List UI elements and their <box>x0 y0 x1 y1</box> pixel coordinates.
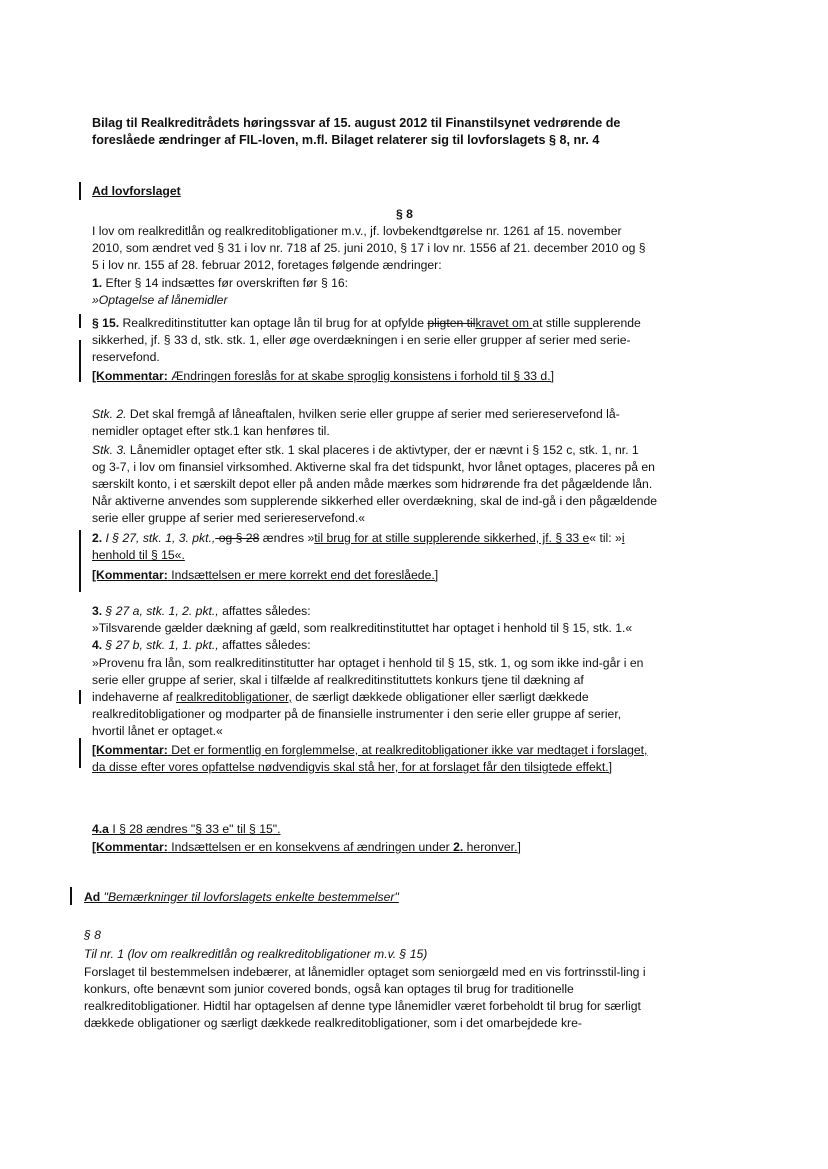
intro-line: 5 i lov nr. 155 af 28. februar 2012, foretages følgende ændringer: <box>92 258 442 272</box>
stk3-line-1 <box>92 443 639 458</box>
item-4-line: hvortil lånet er optaget.« <box>92 724 223 738</box>
p15-line-3: reservefond. <box>92 350 160 364</box>
inserted-text: til brug for at stille supplerende sikkerhed, jf. § 33 e <box>314 531 590 545</box>
change-bar <box>79 530 81 592</box>
stk-text: Lånemidler optaget efter stk. 1 skal placeres i de aktivtyper, der er nævnt i § 152 c, stk. 1, nr. 1 <box>126 443 639 457</box>
item-text: I § 28 ændres "§ 33 e" til § 15". <box>108 822 281 836</box>
remarks-paragraph-number: § 8 <box>84 928 101 942</box>
comment-label: [Kommentar: <box>92 840 168 854</box>
comment-2 <box>92 568 438 583</box>
comment-4a <box>92 840 521 855</box>
item-text: ændres » <box>259 531 315 545</box>
comment-text: Ændringen foreslås for at skabe sproglig konsistens i forhold til § 33 d.] <box>167 369 554 383</box>
comment-ref: 2. <box>453 840 464 854</box>
item-number: 2. <box>92 531 103 545</box>
paragraph-number: § 8 <box>396 207 413 221</box>
item-4-heading <box>92 638 311 653</box>
comment-label: [Kommentar: <box>92 369 168 383</box>
stk2-line-2: nemidler optaget efter stk.1 kan henføres til. <box>92 424 330 438</box>
stk3-line: serie eller gruppe af serier med seriereservefond.« <box>92 511 365 525</box>
comment-text: Det er formentlig en forglemmelse, at realkreditobligationer ikke var medtaget i forslaget, <box>167 743 648 757</box>
item-number: 1. <box>92 276 103 290</box>
comment-4-line-2: da disse efter vores opfattelse nødvendigvis skal stå her, for at forslaget får den tilsigtede effekt.] <box>92 760 613 774</box>
header-line-1: Bilag til Realkreditrådets høringssvar af 15. august 2012 til Finanstilsynet vedrørende de <box>92 116 621 130</box>
intro-line: 2010, som ændret ved § 31 i lov nr. 718 af 25. juni 2010, § 17 i lov nr. 1556 af 21. december 2010 og § <box>92 241 646 255</box>
section-heading-ad-bemaerkninger <box>84 890 399 905</box>
remarks-line: konkurs, ofte benævnt som junior covered bonds, også kan optages til brug for traditionelle <box>84 982 574 996</box>
item-text: Efter § 14 indsættes før overskriften før § 16: <box>102 276 349 290</box>
item-4-line: realkreditobligationer og modparter på de finansielle instrumenter i den serie eller gruppe af serier, <box>92 707 622 721</box>
item-2-line-2: henhold til § 15«. <box>92 548 185 562</box>
remarks-line: Forslaget til bestemmelsen indebærer, at lånemidler optaget som seniorgæld med en vis fortrinsstil-ling i <box>84 965 646 979</box>
stk3-line: særskilt konto, i et særskilt depot eller på anden måde mærkes som hidrørende fra det pågældende lån. <box>92 477 653 491</box>
p15-text: at stille supplerende <box>532 316 641 330</box>
change-bar <box>79 738 81 768</box>
ad-label: Ad <box>84 890 104 904</box>
p15-line-1 <box>92 316 641 331</box>
p15-text: Realkreditinstitutter kan optage lån til brug for at opfylde <box>119 316 428 330</box>
item-3-line-2: »Tilsvarende gælder dækning af gæld, som realkreditinstituttet har optaget i henhold til § 15, stk. 1.« <box>92 621 633 635</box>
change-bar <box>79 314 81 328</box>
inserted-text: kravet om <box>475 316 533 330</box>
ad-title: "Bemærkninger til lovforslagets enkelte bestemmelser" <box>103 890 399 904</box>
comment-text: Indsættelsen er mere korrekt end det foreslåede.] <box>167 568 439 582</box>
item-3-line-1 <box>92 604 311 619</box>
item-ref: § 27 b, stk. 1, 1. pkt., <box>102 638 219 652</box>
deleted-text: pligten til <box>427 316 476 330</box>
item-ref: § 27 a, stk. 1, 2. pkt., <box>102 604 219 618</box>
stk2-line-1 <box>92 407 620 422</box>
item-4-line: serie eller gruppe af serier, skal i tilfælde af realkreditinstituttets konkurs tjene til dækning af <box>92 673 584 687</box>
header-line-2: foreslåede ændringer af FIL-loven, m.fl. Bilaget relaterer sig til lovforslagets § 8, nr. 4 <box>92 133 600 147</box>
item-text: « til: » <box>589 531 622 545</box>
item-4-line <box>92 690 589 705</box>
comment-4-line-1 <box>92 743 647 758</box>
item-number: 4.a <box>92 822 109 836</box>
intro-line: I lov om realkreditlån og realkreditobligationer m.v., jf. lovbekendtgørelse nr. 1261 af 15. november <box>92 224 622 238</box>
p15-number: § 15. <box>92 316 120 330</box>
change-bar <box>79 182 81 200</box>
inserted-text: i <box>621 531 625 545</box>
change-bar <box>79 340 81 382</box>
comment-1 <box>92 369 554 384</box>
stk3-line: og 3-7, i lov om finansiel virksomhed. Aktiverne skal fra det tidspunkt, hvor lånet optages, placeres på en <box>92 460 655 474</box>
item-number: 4. <box>92 638 103 652</box>
deleted-text: og § 28 <box>215 531 260 545</box>
remarks-line: realkreditobligationer. Hidtil har optagelsen af denne type lånemidler været forbeholdt til brug for særligt <box>84 999 641 1013</box>
comment-text: heronver.] <box>463 840 521 854</box>
section-heading-ad-lovforslaget: Ad lovforslaget <box>92 184 181 198</box>
item-text: affattes således: <box>218 638 311 652</box>
remarks-line: dækkede obligationer og særligt dækkede realkreditobligationer, som i det omarbejdede kre- <box>84 1016 582 1030</box>
comment-label: [Kommentar: <box>92 743 168 757</box>
stk-label: Stk. 2. <box>92 407 127 421</box>
item-text: de særligt dækkede obligationer eller særligt dækkede <box>291 690 589 704</box>
stk3-line: Når aktiverne anvendes som supplerende sikkerhed eller overdækning, skal de ind-gå i den pågældende <box>92 494 658 508</box>
item-1 <box>92 276 348 291</box>
comment-label: [Kommentar: <box>92 568 168 582</box>
remarks-heading: Til nr. 1 (lov om realkreditlån og realkreditobligationer m.v. § 15) <box>84 947 428 961</box>
item-2-line-1 <box>92 531 625 546</box>
change-bar <box>79 690 81 704</box>
p15-line-2: sikkerhed, jf. § 33 d, stk. stk. 1, eller øge overdækningen i en serie eller grupper af serier med serie- <box>92 333 631 347</box>
item-4a <box>92 822 280 837</box>
inserted-text: realkreditobligationer, <box>176 690 292 704</box>
item-4-line: »Provenu fra lån, som realkreditinstitutter har optaget i henhold til § 15, stk. 1, og som ikke ind-går i en <box>92 656 644 670</box>
item-1-heading: »Optagelse af lånemidler <box>92 293 228 307</box>
stk-text: Det skal fremgå af låneaftalen, hvilken serie eller gruppe af serier med seriereservefond lå- <box>126 407 620 421</box>
item-text: indehaverne af <box>92 690 177 704</box>
item-ref: I § 27, stk. 1, 3. pkt., <box>102 531 216 545</box>
item-number: 3. <box>92 604 103 618</box>
item-text: affattes således: <box>218 604 311 618</box>
change-bar <box>70 887 72 905</box>
stk-label: Stk. 3. <box>92 443 127 457</box>
comment-text: Indsættelsen er en konsekvens af ændringen under <box>167 840 454 854</box>
